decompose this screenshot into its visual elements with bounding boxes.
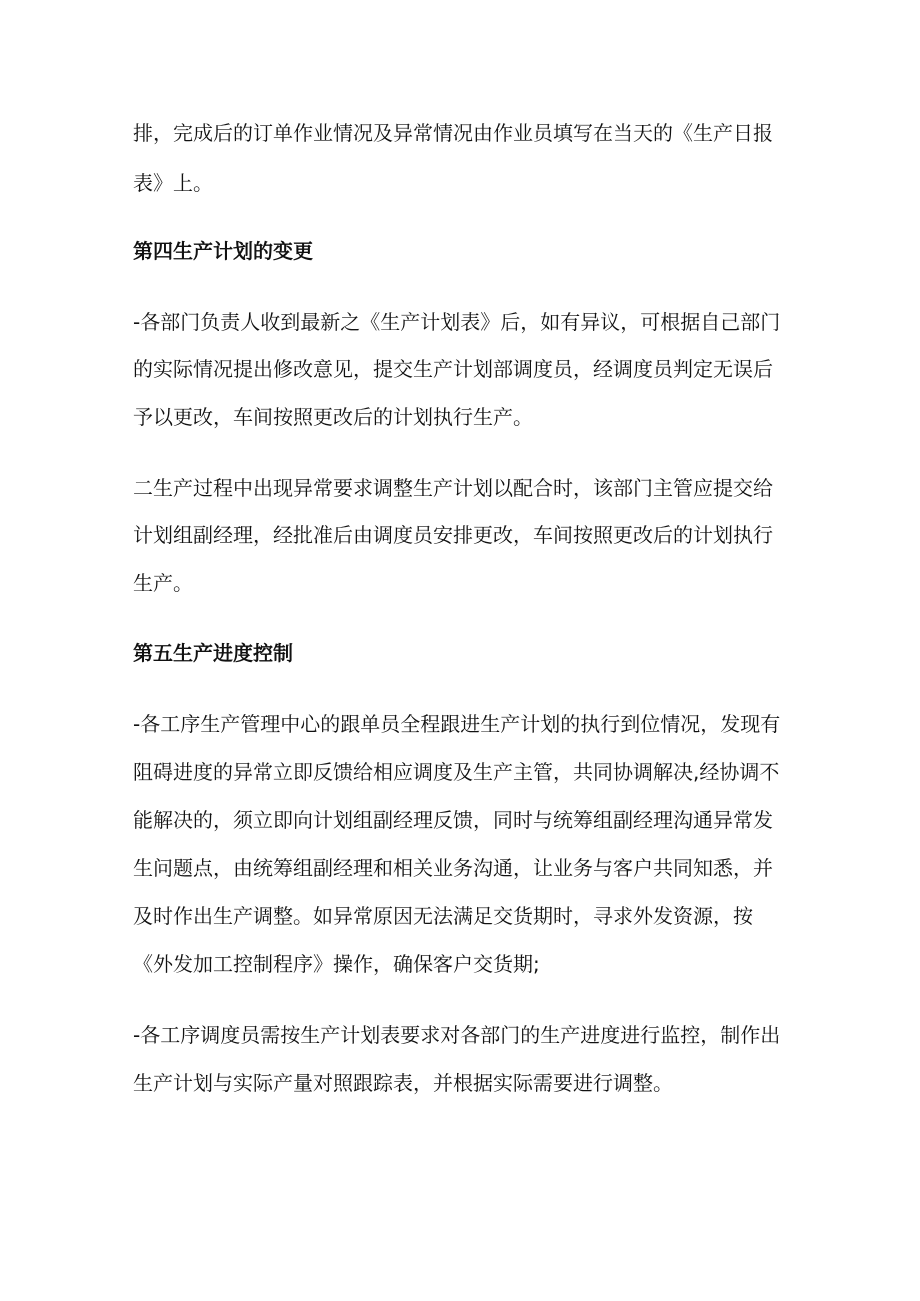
p5-2-line-1: -各工序调度员需按生产计划表要求对各部门的生产进度进行监控，制作出 (133, 1023, 781, 1047)
p5-1-line-6: 《外发加工控制程序》操作，确保客户交货期; (133, 952, 540, 976)
p5-1-line-4: 生问题点，由统筹组副经理和相关业务沟通，让业务与客户共同知悉，并 (133, 856, 773, 880)
p5-1-line-3: 能解决的，须立即向计划组副经理反馈，同时与统筹组副经理沟通异常发 (133, 808, 773, 832)
section-heading-4: 第四生产计划的变更 (133, 239, 313, 263)
p4-1-line-3: 予以更改，车间按照更改后的计划执行生产。 (133, 405, 533, 429)
p5-1-line-1: -各工序生产管理中心的跟单员全程跟进生产计划的执行到位情况，发现有 (133, 712, 781, 736)
p4-1-line-2: 的实际情况提出修改意见，提交生产计划部调度员，经调度员判定无误后 (133, 357, 773, 381)
p4-2-line-1: 二生产过程中出现异常要求调整生产计划以配合时，该部门主管应提交给 (133, 476, 773, 500)
p4-1-line-1: -各部门负责人收到最新之《生产计划表》后，如有异议，可根据自己部门 (133, 310, 781, 334)
p5-1-line-5: 及时作出生产调整。如异常原因无法满足交货期时，寻求外发资源，按 (133, 904, 753, 928)
p5-1-line-2: 阻碍进度的异常立即反馈给相应调度及生产主管，共同协调解决,经协调不 (133, 760, 780, 784)
p5-2-line-2: 生产计划与实际产量对照跟踪表，并根据实际需要进行调整。 (133, 1071, 673, 1095)
intro-line-2: 表》上。 (133, 171, 213, 195)
intro-line-1: 排，完成后的订单作业情况及异常情况由作业员填写在当天的《生产日报 (133, 121, 773, 145)
p4-2-line-2: 计划组副经理，经批准后由调度员安排更改，车间按照更改后的计划执行 (133, 523, 773, 547)
p4-2-line-3: 生产。 (133, 571, 193, 595)
section-heading-5: 第五生产进度控制 (133, 641, 293, 665)
